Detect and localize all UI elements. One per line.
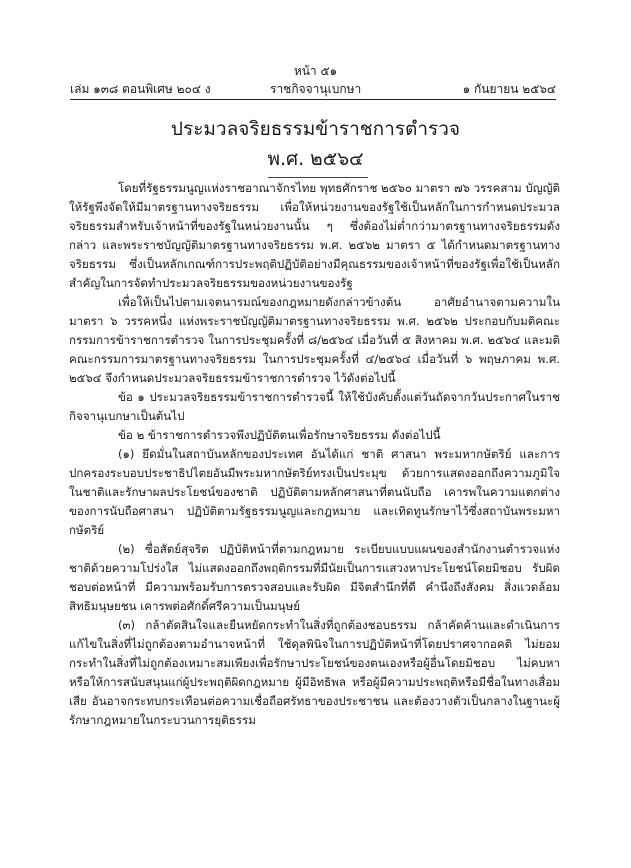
clause-2: ข้อ ๒ ข้าราชการตำรวจพึงปฏิบัติตนเพื่อรักษาจริยธรรม ดังต่อไปนี้ xyxy=(118,428,441,442)
clause-2-item-2: (๒) ซื่อสัตย์สุจริต ปฏิบัติหน้าที่ตามกฎหมาย ระเบียบแบบแผนของสำนักงานตำรวจแห่งชาติด้วยความโปร่งใส ไม่แสดงออกถึงพฤติกรรมที่มีนัยเป็นการแสวงหาประโยชน์โดยมิชอบ รับผิดชอบต่อหน้าที่ มีความพร้อมรับการตรวจสอบและรับผิด มีจิตสำนึกที่ดี คำนึงถึงสังคม สิ่งแวดล้อม สิทธิมนุษยชน เคารพต่อศักดิ์ศรีความเป็นมนุษย์ xyxy=(69,542,560,613)
document-year: พ.ศ. ๒๕๖๔ xyxy=(267,148,364,170)
header-divider xyxy=(70,99,556,100)
page-number: หน้า ๕๑ xyxy=(293,64,338,78)
clause-2-item-1: (๑) ยึดมั่นในสถาบันหลักของประเทศ อันได้แก่ ชาติ ศาสนา พระมหากษัตริย์ และการปกครองระบอบประชาธิปไตยอันมีพระมหากษัตริย์ทรงเป็นประมุข ด้วยการแสดงออกถึงความภูมิใจในชาติและรักษาผลประโยชน์ของชาติ ปฏิบัติตามหลักศาสนาที่ตนนับถือ เคารพในความแตกต่างของการนับถือศาสนา ปฏิบัติตามรัฐธรรมนูญและกฎหมาย และเทิดทูนรักษาไว้ซึ่งสถาบันพระมหากษัตริย์ xyxy=(69,447,560,537)
volume-issue: เล่ม ๑๓๘ ตอนพิเศษ ๒๐๔ ง xyxy=(70,82,211,96)
clause-2-item-3: (๓) กล้าตัดสินใจและยืนหยัดกระทำในสิ่งที่ถูกต้องชอบธรรม กล้าคัดค้านและดำเนินการแก้ไขในสิ่งที่ไม่ถูกต้องตามอำนาจหน้าที่ ใช้ดุลพินิจในการปฏิบัติหน้าที่โดยปราศจากอคติ ไม่ยอมกระทำในสิ่งที่ไม่ถูกต้องเหมาะสมเพียงเพื่อรักษาประโยชน์ของตนเองหรือผู้อื่นโดยมิชอบ ไม่คบหาหรือให้การสนับสนุนแก่ผู้ประพฤติผิดกฎหมาย ผู้มีอิทธิพล หรือผู้มีความประพฤติหรือมีชื่อในทางเสื่อมเสีย อันอาจกระทบกระเทือนต่อความเชื่อถือศรัทธาของประชาชน และต้องวางตัวเป็นกลางในฐานะผู้รักษากฎหมายในกระบวนการยุติธรรม xyxy=(69,618,560,727)
publication-name: ราชกิจจานุเบกษา xyxy=(270,82,362,96)
paragraph-preamble: โดยที่รัฐธรรมนูญแห่งราชอาณาจักรไทย พุทธศักราช ๒๕๖๐ มาตรา ๗๖ วรรคสาม บัญญัติให้รัฐพึงจัดให้มีมาตรฐานทางจริยธรรม เพื่อให้หน่วยงานของรัฐใช้เป็นหลักในการกำหนดประมวลจริยธรรมสำหรับเจ้าหน้าที่ของรัฐในหน่วยงานนั้น ๆ ซึ่งต้องไม่ต่ำกว่ามาตรฐานทางจริยธรรมดังกล่าว และพระราชบัญญัติมาตรฐานทางจริยธรรม พ.ศ. ๒๕๖๒ มาตรา ๕ ได้กำหนดมาตรฐานทางจริยธรรม ซึ่งเป็นหลักเกณฑ์การประพฤติปฏิบัติอย่างมีคุณธรรมของเจ้าหน้าที่ของรัฐเพื่อใช้เป็นหลักสำคัญในการจัดทำประมวลจริยธรรมของหน่วยงานของรัฐ xyxy=(69,181,560,290)
publication-date: ๑ กันยายน ๒๕๖๔ xyxy=(462,82,556,96)
document-body xyxy=(69,179,560,730)
gazette-header xyxy=(70,80,556,98)
document-title: ประมวลจริยธรรมข้าราชการตำรวจ xyxy=(170,118,461,140)
clause-1: ข้อ ๑ ประมวลจริยธรรมข้าราชการตำรวจนี้ ให้ใช้บังคับตั้งแต่วันถัดจากวันประกาศในราชกิจจานุเบกษาเป็นต้นไป xyxy=(69,390,560,423)
title-divider xyxy=(268,177,368,178)
paragraph-authority: เพื่อให้เป็นไปตามเจตนารมณ์ของกฎหมายดังกล่าวข้างต้น อาศัยอำนาจตามความในมาตรา ๖ วรรคหนึ่ง แห่งพระราชบัญญัติมาตรฐานทางจริยธรรม พ.ศ. ๒๕๖๒ ประกอบกับมติคณะกรรมการข้าราชการตำรวจ ในการประชุมครั้งที่ ๘/๒๕๖๔ เมื่อวันที่ ๕ สิงหาคม พ.ศ. ๒๕๖๔ และมติคณะกรรมการมาตรฐานทางจริยธรรม ในการประชุมครั้งที่ ๔/๒๕๖๔ เมื่อวันที่ ๖ พฤษภาคม พ.ศ. ๒๕๖๔ จึงกำหนดประมวลจริยธรรมข้าราชการตำรวจ ไว้ดังต่อไปนี้ xyxy=(69,295,560,385)
